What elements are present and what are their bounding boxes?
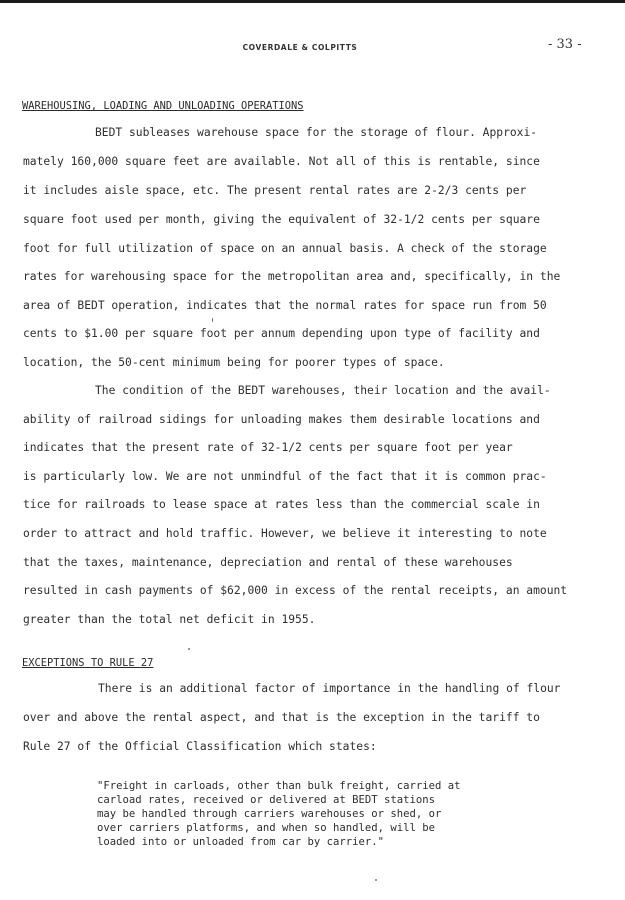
quote-line: may be handled through carriers warehouses or shed, or bbox=[97, 808, 442, 820]
paragraph-line: The condition of the BEDT warehouses, their location and the avail- bbox=[95, 384, 551, 397]
paragraph-line: resulted in cash payments of $62,000 in excess of the rental receipts, an amount bbox=[23, 584, 568, 597]
paper-speck bbox=[188, 648, 190, 650]
paragraph-line: greater than the total net deficit in 1955. bbox=[23, 613, 316, 626]
paragraph-line: is particularly low. We are not unmindful of the fact that it is common prac- bbox=[23, 470, 547, 483]
paragraph-line: rates for warehousing space for the metropolitan area and, specifically, in the bbox=[23, 270, 561, 283]
firm-name: COVERDALE & COLPITTS bbox=[242, 43, 358, 52]
paragraph-line: indicates that the present rate of 32-1/2 cents per square foot per year bbox=[23, 441, 513, 454]
paragraph-line: ability of railroad sidings for unloading makes them desirable locations and bbox=[23, 413, 540, 426]
paragraph-line: square foot used per month, giving the equivalent of 32-1/2 cents per square bbox=[23, 213, 540, 226]
paper-speck bbox=[212, 318, 213, 322]
quote-line: "Freight in carloads, other than bulk freight, carried at bbox=[97, 780, 461, 792]
quote-line: carload rates, received or delivered at BEDT stations bbox=[97, 794, 436, 806]
paragraph-line: foot for full utilization of space on an annual basis. A check of the storage bbox=[23, 242, 547, 255]
section-heading-warehousing: WAREHOUSING, LOADING AND UNLOADING OPERATIONS bbox=[22, 100, 304, 112]
paragraph-line: BEDT subleases warehouse space for the storage of flour. Approxi- bbox=[95, 126, 538, 139]
paragraph-line: over and above the rental aspect, and that is the exception in the tariff to bbox=[23, 711, 540, 724]
paragraph-line: Rule 27 of the Official Classification which states: bbox=[23, 740, 377, 753]
paragraph-line: There is an additional factor of importance in the handling of flour bbox=[98, 682, 561, 695]
quote-line: loaded into or unloaded from car by carrier." bbox=[97, 836, 385, 848]
paragraph-line: that the taxes, maintenance, depreciation and rental of these warehouses bbox=[23, 556, 513, 569]
paragraph-line: area of BEDT operation, indicates that the normal rates for space run from 50 bbox=[23, 299, 547, 312]
top-edge-rule bbox=[0, 0, 625, 3]
quote-line: over carriers platforms, and when so handled, will be bbox=[97, 822, 436, 834]
section-heading-exceptions: EXCEPTIONS TO RULE 27 bbox=[22, 657, 154, 669]
paragraph-line: cents to $1.00 per square foot per annum depending upon type of facility and bbox=[23, 327, 540, 340]
page-number: - 33 - bbox=[548, 37, 582, 52]
paragraph-line: tice for railroads to lease space at rates less than the commercial scale in bbox=[23, 498, 540, 511]
paragraph-line: it includes aisle space, etc. The present rental rates are 2-2/3 cents per bbox=[23, 184, 527, 197]
paragraph-line: order to attract and hold traffic. However, we believe it interesting to note bbox=[23, 527, 547, 540]
paragraph-line: location, the 50-cent minimum being for poorer types of space. bbox=[23, 356, 445, 369]
paragraph-line: mately 160,000 square feet are available. Not all of this is rentable, since bbox=[23, 155, 540, 168]
paper-speck bbox=[375, 879, 377, 881]
